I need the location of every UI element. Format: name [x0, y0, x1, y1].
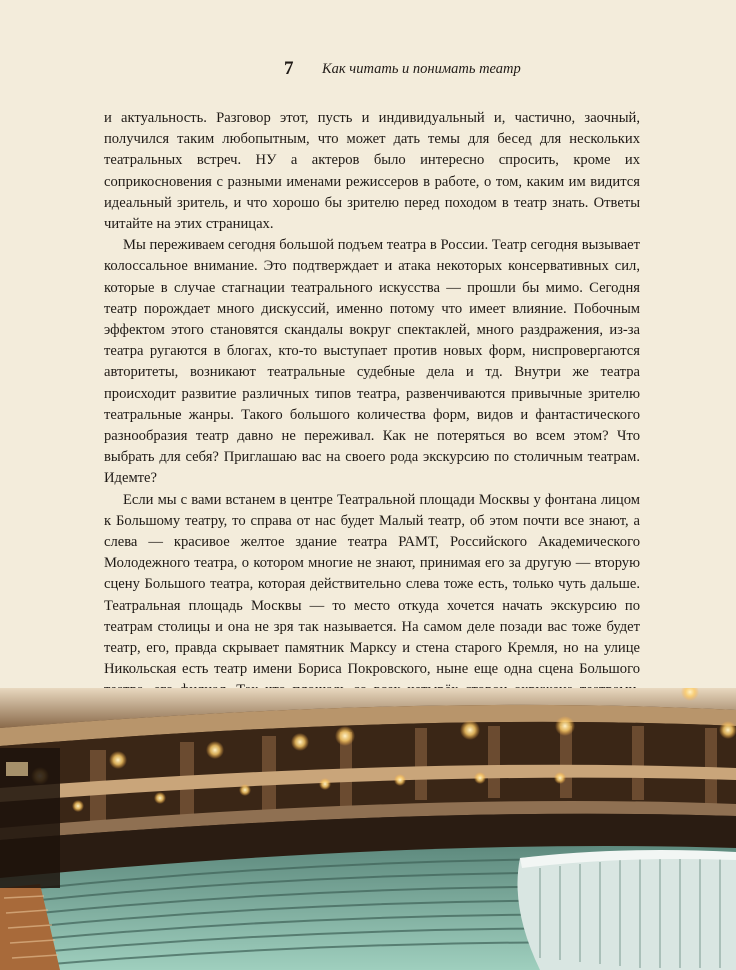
running-title: Как читать и понимать театр [322, 61, 521, 77]
paragraph: и актуальность. Разговор этот, пусть и индивидуальный и, частично, заочный, получился таким любопытным, что может дать темы для бесед для нескольких театральных встреч. НУ а актеров было интересно спросить, кроме их соприкосновения с разными именами режиссеров в работе, о том, каким им видится идеальный зритель, и что хорошо бы зрителю перед походом в театр знать. Ответы читайте на этих страницах. [104, 110, 640, 233]
paragraph: Если мы с вами встанем в центре Театральной площади Москвы у фонтана лицом к Большому театру, то справа от нас будет Малый театр, об этом почти все знают, а слева — красивое желтое здание театра РАМТ, Российского Академического Молодежного театра, о котором многие не знают, принимая его за другую — вторую сцену Большого театра, которая действительно слева тоже есть, только чуть дальше. Театральная площадь Москвы — то место откуда хочется начать экскурсию по театрам столицы и она не зря так называется. На самом деле позади вас тоже будет театр, его, правда скрывает памятник Марксу и стена старого Кремля, но на улице Никольская есть театр имени Бориса Покровского, ныне еще одна сцена Большого [104, 491, 640, 678]
theater-auditorium-photo [0, 688, 736, 970]
page-header [0, 58, 736, 82]
page-number: 7 [284, 58, 294, 79]
paragraph: Мы переживаем сегодня большой подъем театра в России. Театр сегодня вызывает колоссальное внимание. Это подтверждает и атака некоторых консервативных сил, которые в случае стагнации театрального искусства — прошли бы мимо. Сегодня театр порождает много дискуссий, именно потому что имеет влияние. Побочным эффектом этого становятся скандалы вокруг спектаклей, много раздражения, из-за театра ругаются в блогах, кто-то выступает против новых форм, ниспровергаются авторитеты, возникают театральные судебные дела и тд. Внутри же театра происходит развитие различных типов театра, развенчиваются привычные зрителю театральные жанры. Такого большого количества форм, видов и фантастического разнообразия театр давно не переживал. Как не потеряться во всем этом? Что выбрать для себя? Приглашаю вас на своего рода экскурсию по столичным театрам. Идемте? [104, 237, 640, 487]
body-text [104, 108, 640, 723]
